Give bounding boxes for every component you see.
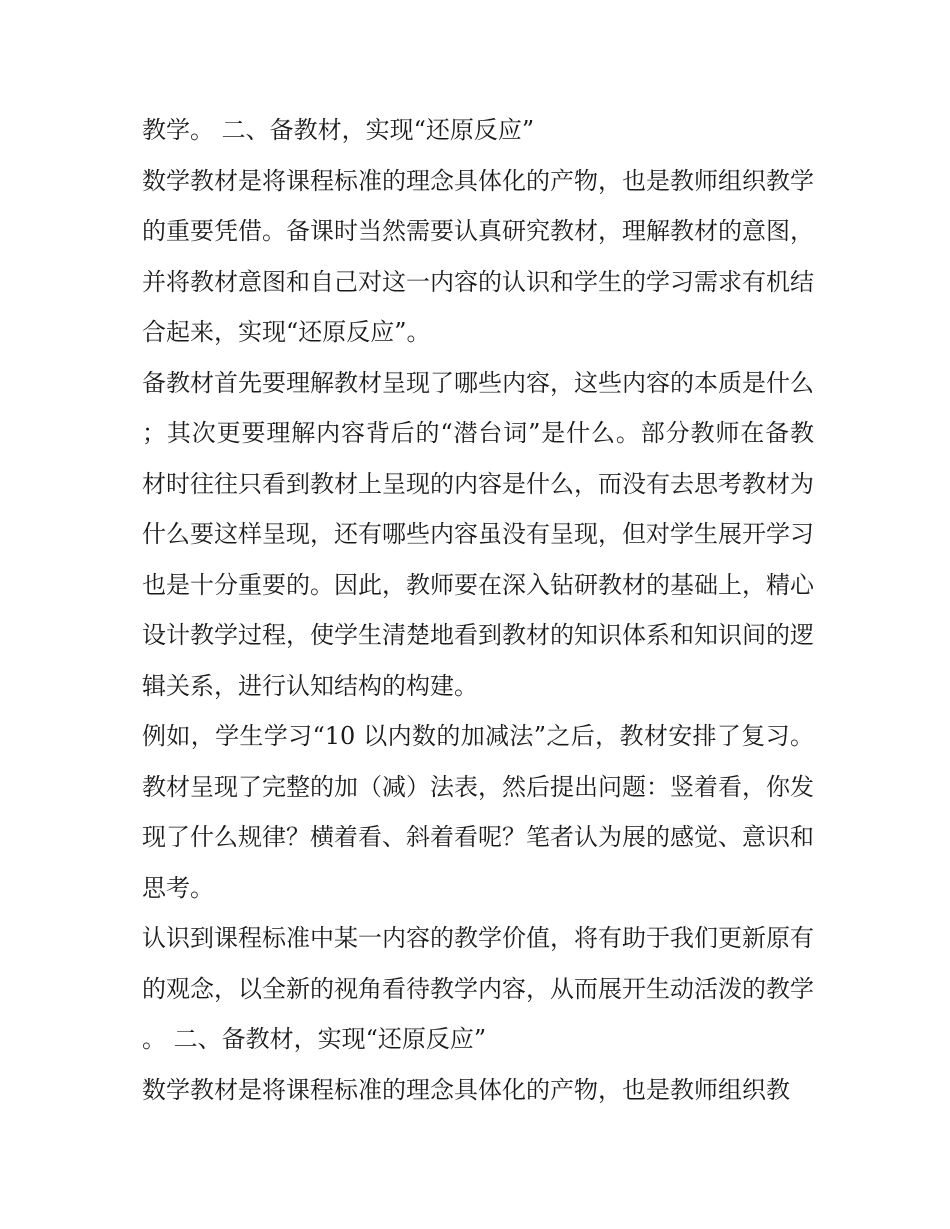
paragraph-heading-repeat: 教学。 二、备教材，实现“还原反应”	[142, 116, 535, 144]
paragraph-curriculum-value: 认识到课程标准中某一内容的教学价值，将有助于我们更新原有的观念，以全新的视角看待教学内容，从而展开生动活泼的教学。 二、备教材，实现“还原反应”	[142, 924, 814, 1053]
paragraph-textbook-intro-repeat: 数学教材是将课程标准的理念具体化的产物，也是教师组织教	[142, 1075, 790, 1104]
paragraph-textbook-understanding: 备教材首先要理解教材呈现了哪些内容，这些内容的本质是什么；其次更要理解内容背后的“潜台词”是什么。部分教师在备教材时往往只看到教材上呈现的内容是什么，而没有去思考教材为什么要这样呈现，还有哪些内容虽没有呈现，但对学生展开学习也是十分重要的。因此，教师要在深入钻研教材的基础上，精心设计教学过程，使学生清楚地看到教材的知识体系和知识间的逻辑关系，进行认知结构的构建。	[142, 368, 814, 700]
document-body	[142, 105, 814, 1115]
paragraph-example: 例如，学生学习“10 以内数的加减法”之后，教材安排了复习。教材呈现了完整的加（减）法表，然后提出问题：竖着看，你发现了什么规律？横着看、斜着看呢？笔者认为展的感觉、意识和思考。	[142, 722, 814, 902]
paragraph-textbook-intro: 数学教材是将课程标准的理念具体化的产物，也是教师组织教学的重要凭借。备课时当然需要认真研究教材，理解教材的意图，并将教材意图和自己对这一内容的认识和学生的学习需求有机结合起来，实现“还原反应”。	[142, 166, 814, 346]
